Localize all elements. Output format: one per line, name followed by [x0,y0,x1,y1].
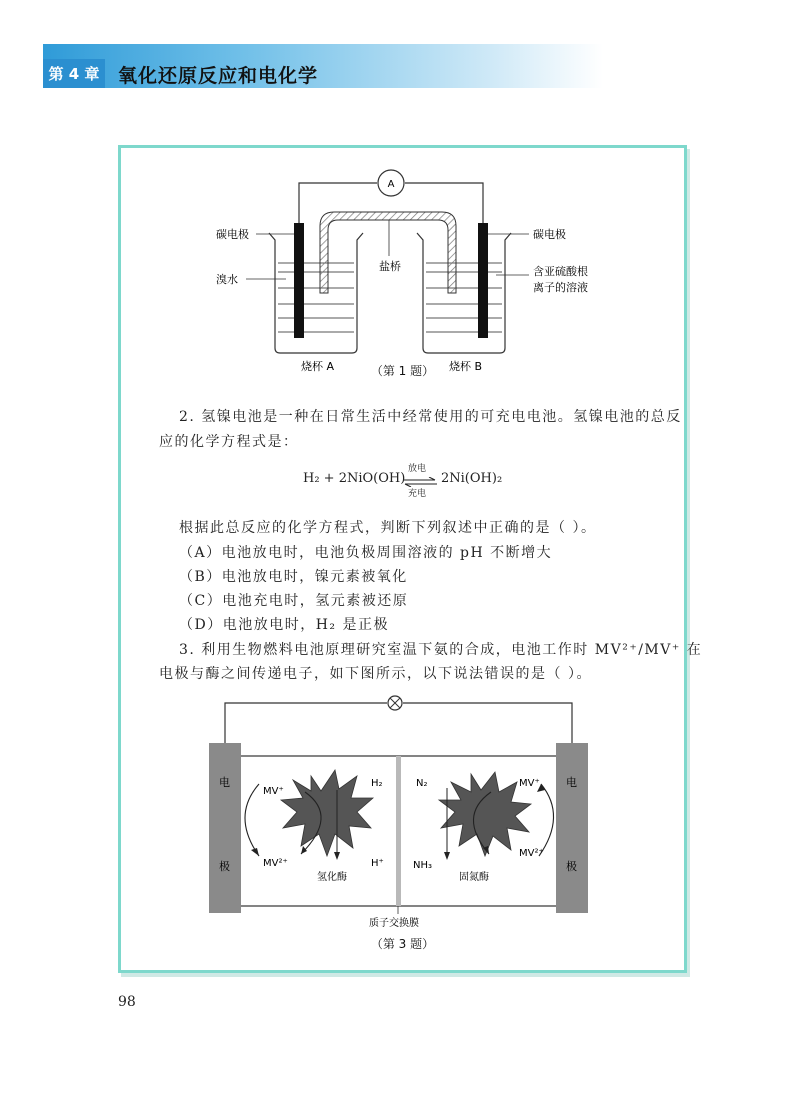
proton-exchange-membrane [396,756,401,906]
mv2-left-label: MV²⁺ [263,858,288,869]
left-solution-label: 溴水 [216,273,238,286]
nitrogenase-label: 固氮酶 [459,872,489,883]
salt-bridge [320,212,456,293]
right-electrode-label: 碳电极 [533,228,566,241]
beaker-a-label: 烧杯 A [301,360,335,373]
exercise-panel [118,145,703,973]
chapter-label: 第 4 章 [43,59,105,88]
figure-1-cell-diagram [121,148,684,388]
chapter-title: 氧化还原反应和电化学 [118,65,319,87]
q2-option-a: （A）电池放电时，电池负极周围溶液的 pH 不断增大 [179,545,553,561]
left-electrode [209,743,241,913]
equation-left: H₂ + 2NiO(OH) [303,471,406,486]
q3-line-1: 3. 利用生物燃料电池原理研究室温下氨的合成，电池工作时 MV²⁺/MV⁺ 在 [179,642,703,658]
h2-label: H₂ [371,778,383,789]
equation-right: 2Ni(OH)₂ [441,471,503,486]
q2-option-d: （D）电池放电时，H₂ 是正极 [179,617,389,633]
equation-under: 充电 [408,489,427,499]
left-electrode-bottom-label: 极 [219,860,230,873]
q2-option-b: （B）电池放电时，镍元素被氧化 [179,569,408,585]
left-carbon-electrode [294,223,304,338]
hydrogenase-label: 氢化酶 [317,872,347,883]
hydrogenase-enzyme [281,770,373,856]
figure-3-caption: （第 3 题） [370,937,435,951]
n2-label: N₂ [416,778,428,789]
membrane-label: 质子交换膜 [369,918,419,929]
q2-option-c: （C）电池充电时，氢元素被还原 [179,593,409,609]
right-electrode-bottom-label: 极 [566,860,577,873]
nitrogenase-enzyme [439,772,531,856]
ammeter-label: A [387,179,395,190]
right-solution-label-2: 离子的溶液 [533,281,588,294]
right-electrode-top-label: 电 [566,776,577,789]
q2-line-1: 2. 氢镍电池是一种在日常生活中经常使用的可充电电池。氢镍电池的总反 [179,409,682,425]
page-number: 98 [118,994,136,1010]
mv-plus-left-label: MV⁺ [263,786,284,797]
left-electrode-label: 碳电极 [216,228,249,241]
right-carbon-electrode [478,223,488,338]
mv-plus-right-label: MV⁺ [519,778,540,789]
right-electrode [556,743,588,913]
q2-prompt: 根据此总反应的化学方程式，判断下列叙述中正确的是（ ）。 [179,520,597,536]
figure-1-caption: （第 1 题） [370,364,435,378]
equation-over: 放电 [408,464,427,474]
beaker-b-label: 烧杯 B [449,360,483,373]
q3-line-2: 电极与酶之间传递电子，如下图所示，以下说法错误的是（ ）。 [159,666,592,682]
salt-bridge-label: 盐桥 [379,260,401,273]
nh3-label: NH₃ [413,860,433,871]
q2-equation [303,461,563,501]
mv2-right-label: MV²⁺ [519,848,544,859]
h-plus-label: H⁺ [371,858,384,869]
right-solution-label-1: 含亚硫酸根 [533,265,588,278]
q2-line-2: 应的化学方程式是： [159,434,299,450]
left-electrode-top-label: 电 [219,776,230,789]
figure-3-fuel-cell-diagram [121,688,684,948]
